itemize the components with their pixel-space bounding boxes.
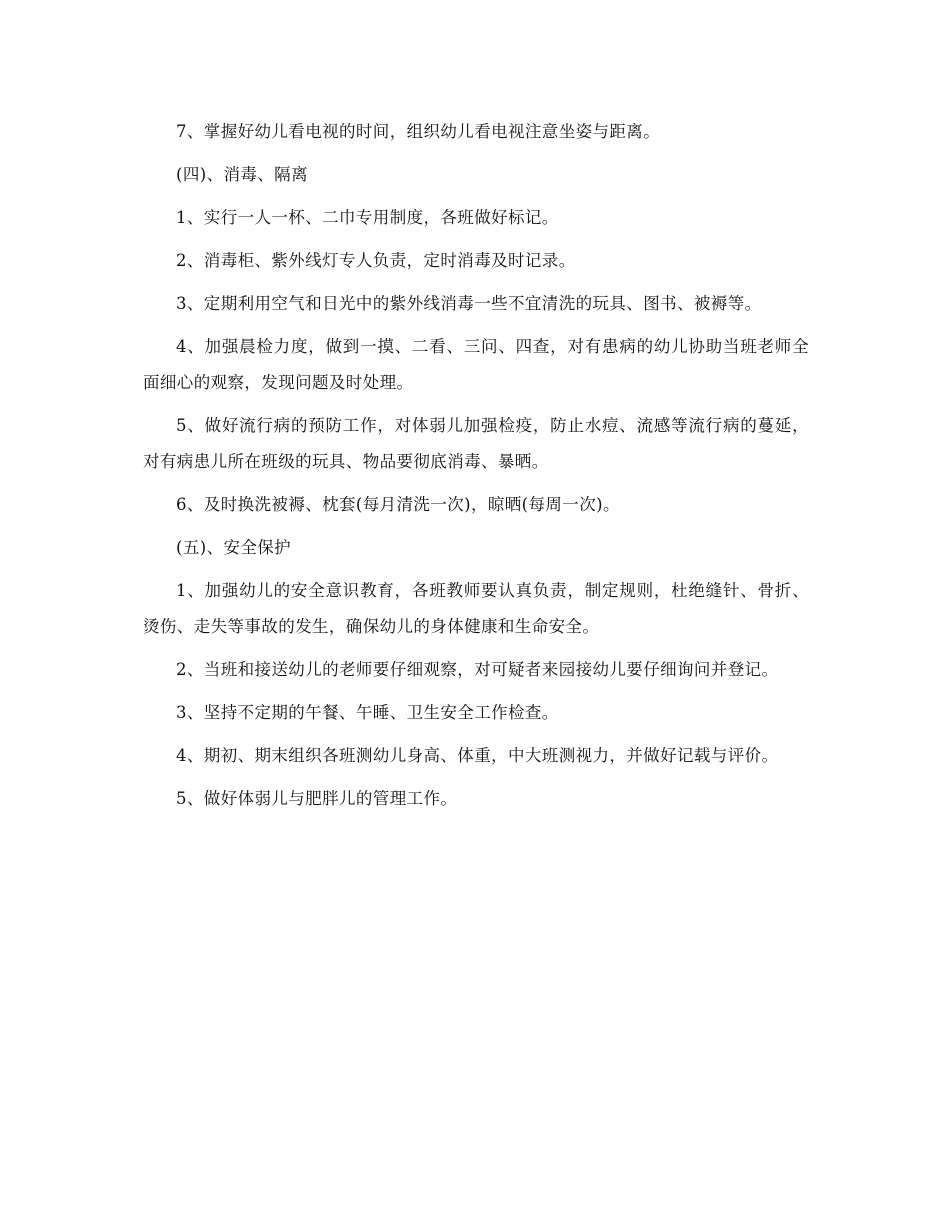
document-body — [143, 114, 809, 824]
paragraph-item-1-cups-towels: 1、实行一人一杯、二巾专用制度，各班做好标记。 — [176, 208, 559, 227]
section-heading-disinfection: (四)、消毒、隔离 — [176, 165, 308, 184]
section-heading-safety: (五)、安全保护 — [176, 538, 292, 557]
paragraph-item-5-epidemic-prevention: 5、做好流行病的预防工作，对体弱儿加强检疫，防止水痘、流感等流行病的蔓延，对有病患儿所在班级的玩具、物品要彻底消毒、暴晒。 — [143, 416, 809, 471]
paragraph-item-2-disinfection-cabinet: 2、消毒柜、紫外线灯专人负责，定时消毒及时记录。 — [176, 251, 576, 270]
paragraph-item-2-pickup-observation: 2、当班和接送幼儿的老师要仔细观察，对可疑者来园接幼儿要仔细询问并登记。 — [176, 660, 779, 679]
paragraph-item-3-inspection: 3、坚持不定期的午餐、午睡、卫生安全工作检查。 — [176, 703, 559, 722]
paragraph-item-3-sunlight-disinfection: 3、定期利用空气和日光中的紫外线消毒一些不宜清洗的玩具、图书、被褥等。 — [176, 294, 762, 313]
paragraph-item-4-measurement: 4、期初、期末组织各班测幼儿身高、体重，中大班测视力，并做好记载与评价。 — [176, 746, 779, 765]
paragraph-item-7-tv-time: 7、掌握好幼儿看电视的时间，组织幼儿看电视注意坐姿与距离。 — [176, 122, 661, 141]
paragraph-item-5-weak-obese-management: 5、做好体弱儿与肥胖儿的管理工作。 — [176, 789, 458, 808]
paragraph-item-4-morning-check: 4、加强晨检力度，做到一摸、二看、三问、四查，对有患病的幼儿协助当班老师全面细心的观察，发现问题及时处理。 — [143, 337, 809, 392]
paragraph-item-6-bedding: 6、及时换洗被褥、枕套(每月清洗一次)，晾晒(每周一次)。 — [176, 495, 620, 514]
paragraph-item-1-safety-education: 1、加强幼儿的安全意识教育，各班教师要认真负责，制定规则，杜绝缝针、骨折、烫伤、走失等事故的发生，确保幼儿的身体健康和生命安全。 — [143, 581, 809, 636]
